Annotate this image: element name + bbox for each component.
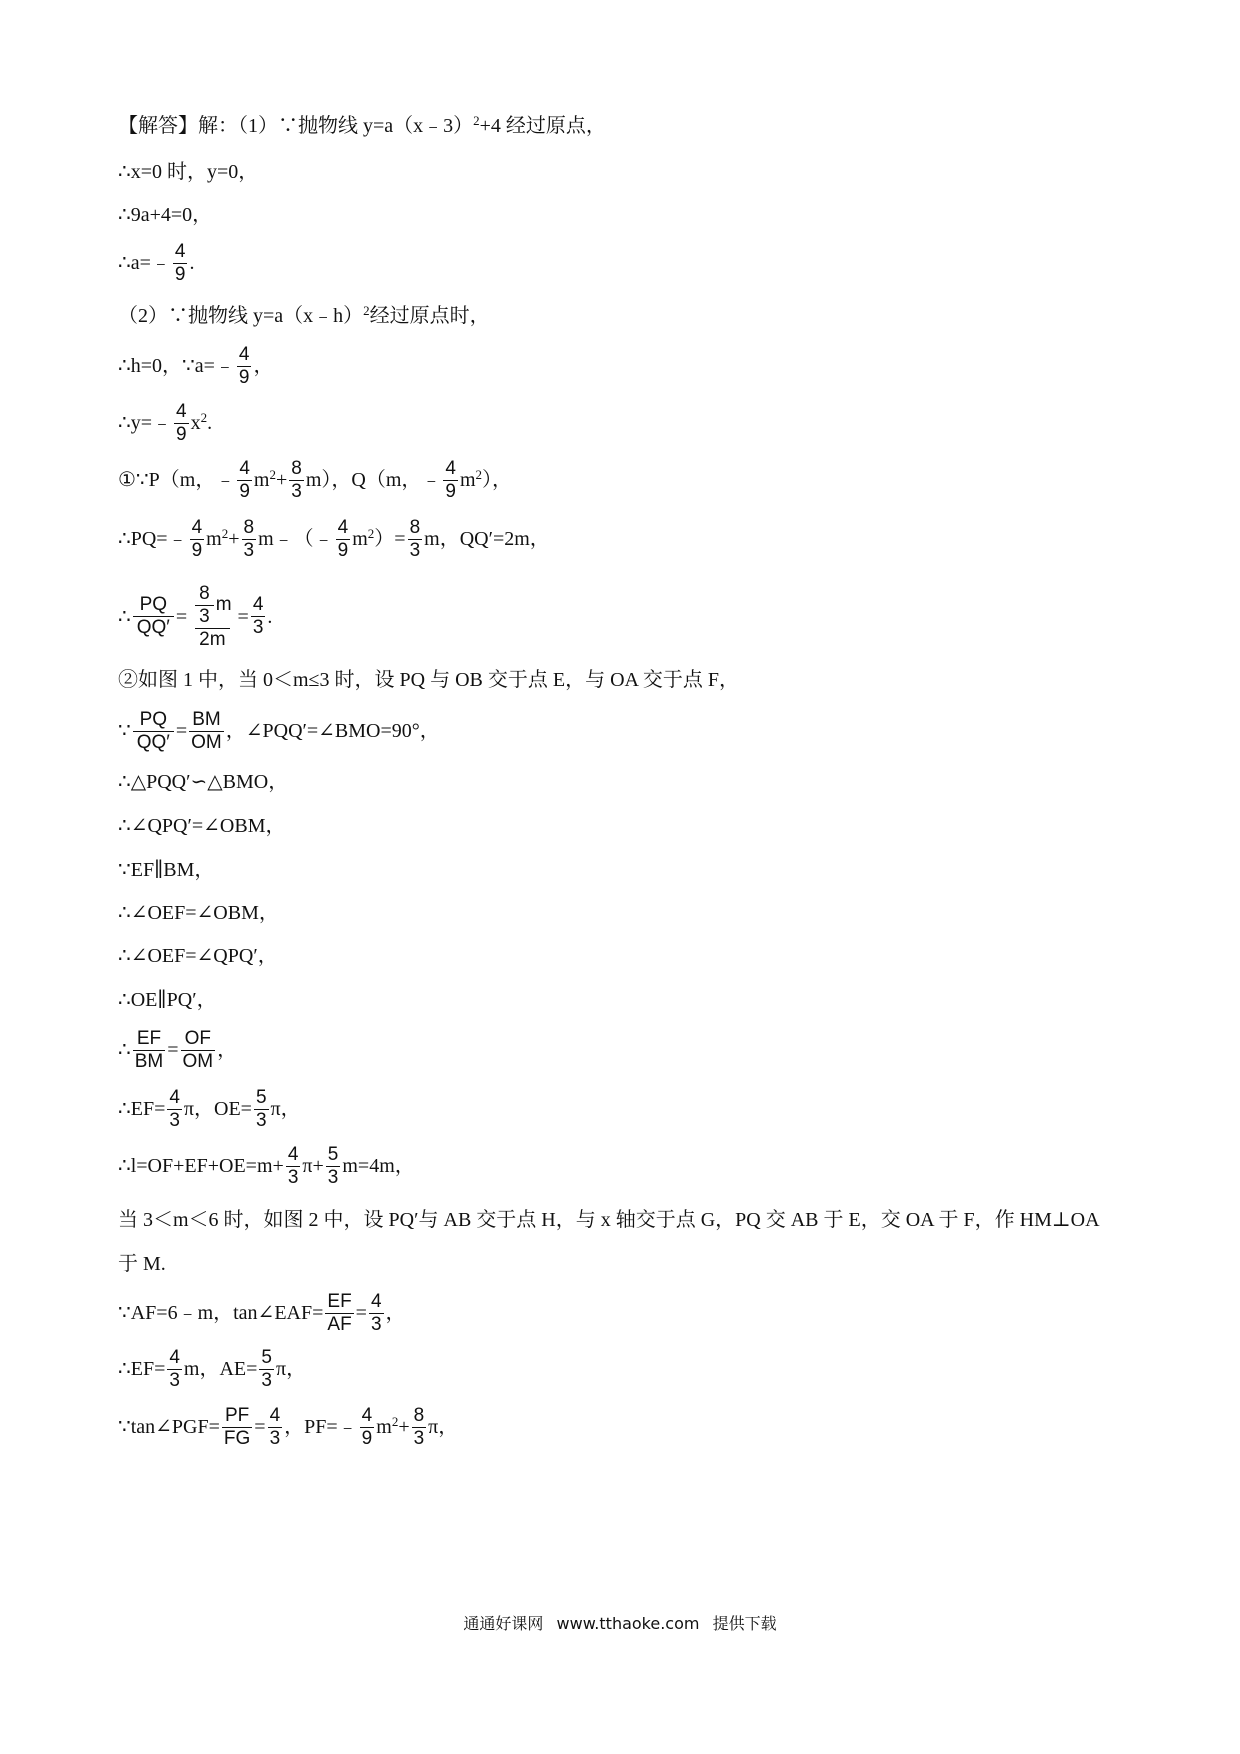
denominator: 3 xyxy=(327,1166,339,1188)
denominator: QQ′ xyxy=(133,616,174,638)
text: ②如图 1 中，当 0＜m≤3 时，设 PQ 与 OB 交于点 E，与 OA 交于点 F， xyxy=(118,669,740,691)
footer-site-name: 通通好课网 xyxy=(463,1614,544,1633)
text: ）， xyxy=(482,469,513,492)
fraction xyxy=(133,595,174,638)
text: = xyxy=(355,1302,367,1325)
text: = xyxy=(254,1416,266,1439)
solution-line-26 xyxy=(118,1406,458,1449)
text: = xyxy=(175,720,188,743)
fraction xyxy=(325,1292,353,1335)
text: m=4m， xyxy=(342,1155,415,1178)
solution-line-19 xyxy=(118,1029,237,1072)
solution-line-18 xyxy=(118,990,217,1010)
text: π， xyxy=(270,1098,301,1121)
superscript: 2 xyxy=(221,525,229,541)
solution-line-6 xyxy=(118,345,273,388)
numerator: 4 xyxy=(445,458,456,479)
text: + xyxy=(398,1416,410,1439)
fraction xyxy=(242,518,257,561)
text: = xyxy=(167,1039,179,1062)
fraction xyxy=(286,1145,301,1188)
numerator: 5 xyxy=(261,1347,272,1368)
fraction xyxy=(408,518,423,561)
text: ∵ xyxy=(118,720,131,743)
denominator: 3 xyxy=(370,1313,382,1335)
text: ∵EF∥BM， xyxy=(118,859,215,881)
solution-line-3 xyxy=(118,205,212,225)
page-footer xyxy=(0,1611,1240,1634)
denominator: 3 xyxy=(287,1166,299,1188)
solution-line-16 xyxy=(118,903,279,923)
denominator: 3 xyxy=(169,1369,180,1391)
solution-line-14 xyxy=(118,816,285,836)
text: ∴EF= xyxy=(118,1098,166,1121)
solution-line-11 xyxy=(118,670,739,690)
text: ）= xyxy=(374,528,406,551)
text: + xyxy=(275,469,288,492)
numerator: BM xyxy=(192,709,221,730)
fraction xyxy=(237,459,252,502)
fraction xyxy=(181,1029,216,1072)
fraction xyxy=(174,402,189,445)
text: π， xyxy=(428,1416,459,1439)
fraction xyxy=(133,1029,166,1072)
numerator: 4 xyxy=(370,1291,382,1312)
text: ∴h=0，∵a=﹣ xyxy=(118,355,235,378)
text: m），Q（m，﹣ xyxy=(305,469,442,492)
text: m，QQ′=2m， xyxy=(424,528,550,551)
text: ，PF=﹣ xyxy=(284,1416,358,1439)
solution-line-1 xyxy=(118,112,606,137)
numerator: PQ xyxy=(139,709,168,730)
numerator: 5 xyxy=(327,1144,339,1165)
solution-line-23 xyxy=(118,1254,166,1274)
denominator: 3 xyxy=(261,1369,272,1391)
text: +4 经过原点， xyxy=(479,115,606,137)
numerator: EF xyxy=(327,1291,352,1312)
text: ， xyxy=(385,1302,406,1325)
fraction xyxy=(189,710,224,753)
denominator: OM xyxy=(191,731,222,753)
denominator: 3 xyxy=(195,605,214,627)
text: m，AE= xyxy=(183,1358,258,1381)
text: x xyxy=(190,412,201,435)
numerator: 4 xyxy=(361,1405,373,1426)
text: ∴PQ=﹣ xyxy=(118,528,188,551)
superscript: 2 xyxy=(473,112,480,128)
fraction xyxy=(195,584,214,627)
fraction xyxy=(254,1088,269,1131)
denominator: FG xyxy=(223,1427,251,1449)
denominator: 3 xyxy=(409,539,421,561)
numerator: 4 xyxy=(174,241,186,262)
nested-fraction xyxy=(189,584,235,650)
numerator: 4 xyxy=(169,1347,180,1368)
solution-line-2 xyxy=(118,162,258,182)
text: m xyxy=(206,528,222,551)
text: m xyxy=(215,594,232,616)
denominator: AF xyxy=(327,1313,352,1335)
text: ∴△PQQ′∽△BMO， xyxy=(118,771,289,793)
solution-line-7 xyxy=(118,402,212,445)
text: π，OE= xyxy=(183,1098,252,1121)
fraction xyxy=(173,242,188,285)
text: m xyxy=(352,528,368,551)
fraction xyxy=(222,1406,252,1449)
footer-url[interactable]: www.tthaoke.com xyxy=(556,1614,700,1633)
numerator: 8 xyxy=(199,583,210,604)
numerator: 4 xyxy=(269,1405,281,1426)
fraction xyxy=(336,518,351,561)
denominator: 3 xyxy=(252,617,264,639)
text: m﹣（﹣ xyxy=(258,528,334,551)
fraction xyxy=(133,710,174,753)
text: ①∵P（m，﹣ xyxy=(118,469,236,492)
solution-line-13 xyxy=(118,772,288,792)
denominator: 9 xyxy=(361,1427,373,1449)
text: + xyxy=(228,528,240,551)
solution-line-22 xyxy=(118,1210,1100,1230)
denominator: OM xyxy=(182,1050,214,1072)
numerator: 4 xyxy=(191,517,203,538)
text: ，∠PQQ′=∠BMO=90°， xyxy=(225,720,440,743)
fraction xyxy=(412,1406,427,1449)
text: m xyxy=(253,469,270,492)
denominator: 9 xyxy=(239,480,250,502)
numerator: PF xyxy=(224,1405,250,1426)
denominator: 9 xyxy=(337,539,349,561)
text: ∴∠QPQ′=∠OBM， xyxy=(118,815,286,837)
solution-line-10 xyxy=(118,584,272,650)
numerator: 8 xyxy=(413,1405,425,1426)
text: = xyxy=(175,605,188,628)
solution-line-12 xyxy=(118,710,440,753)
text: ∴EF= xyxy=(118,1358,166,1381)
fraction xyxy=(251,595,266,638)
denominator: 9 xyxy=(191,539,203,561)
fraction xyxy=(360,1406,375,1449)
fraction xyxy=(259,1348,274,1391)
text: 经过原点时， xyxy=(369,305,490,327)
solution-line-4 xyxy=(118,242,194,285)
superscript: 2 xyxy=(269,466,276,482)
fraction xyxy=(326,1145,341,1188)
fraction xyxy=(268,1406,283,1449)
superscript: 2 xyxy=(475,466,483,482)
text: 当 3＜m＜6 时，如图 2 中，设 PQ′与 AB 交于点 H，与 x 轴交于点 G，PQ 交 AB 于 E，交 OA 于 F，作 HM⊥OA xyxy=(118,1209,1100,1231)
solution-line-21 xyxy=(118,1145,415,1188)
denominator: 3 xyxy=(169,1109,180,1131)
text: 于 M. xyxy=(118,1253,166,1275)
fraction xyxy=(443,459,458,502)
footer-suffix: 提供下载 xyxy=(712,1614,777,1633)
numerator: 4 xyxy=(176,401,187,422)
numerator: EF xyxy=(136,1028,162,1049)
solution-line-5 xyxy=(118,302,490,327)
fraction xyxy=(167,1348,182,1391)
denominator: QQ′ xyxy=(133,731,174,753)
text: ∴9a+4=0， xyxy=(118,204,213,226)
numerator: OF xyxy=(184,1028,212,1049)
text: m xyxy=(459,469,476,492)
solution-line-17 xyxy=(118,946,278,966)
text: ， xyxy=(217,1039,238,1062)
denominator: 9 xyxy=(238,366,250,388)
text: ∴y=﹣ xyxy=(118,412,173,435)
fraction xyxy=(237,345,252,388)
text: ∵tan∠PGF= xyxy=(118,1416,220,1439)
numerator: 8 xyxy=(243,517,255,538)
text: ， xyxy=(253,355,274,378)
numerator: 8 xyxy=(291,458,302,479)
text: ∴l=OF+EF+OE=m+ xyxy=(118,1155,284,1178)
fraction xyxy=(167,1088,182,1131)
solution-line-20 xyxy=(118,1088,301,1131)
fraction xyxy=(289,459,304,502)
numerator: 4 xyxy=(239,458,250,479)
numerator: 4 xyxy=(337,517,349,538)
text: m xyxy=(376,1416,392,1439)
solution-line-15 xyxy=(118,860,214,880)
denominator: 3 xyxy=(413,1427,425,1449)
solution-line-25 xyxy=(118,1348,306,1391)
numerator: 4 xyxy=(238,344,250,365)
nested-numerator xyxy=(189,584,235,628)
numerator: 4 xyxy=(252,594,264,616)
text: π， xyxy=(276,1358,307,1381)
text: ∴ xyxy=(118,605,131,628)
text: . xyxy=(267,605,273,628)
text: ∴ xyxy=(118,1039,131,1062)
superscript: 2 xyxy=(200,409,208,425)
numerator: PQ xyxy=(139,594,168,616)
denominator: 2m xyxy=(195,628,229,650)
denominator: 3 xyxy=(269,1427,281,1449)
text: . xyxy=(207,412,213,435)
superscript: 2 xyxy=(391,1413,399,1429)
superscript: 2 xyxy=(367,525,375,541)
denominator: 3 xyxy=(291,480,302,502)
text: ∵AF=6﹣m，tan∠EAF= xyxy=(118,1302,324,1325)
numerator: 8 xyxy=(409,517,421,538)
text: ∴∠OEF=∠QPQ′， xyxy=(118,945,278,967)
text: = xyxy=(237,605,249,628)
text: ∴x=0 时，y=0， xyxy=(118,161,259,183)
text: 【解答】解：（1）∵抛物线 y=a（x﹣3） xyxy=(118,115,474,137)
text: （2）∵抛物线 y=a（x﹣h） xyxy=(118,305,364,327)
text: ∴a=﹣ xyxy=(118,252,171,275)
text: ∴OE∥PQ′， xyxy=(118,989,217,1011)
text: . xyxy=(189,252,195,275)
superscript: 2 xyxy=(363,302,370,318)
denominator: 3 xyxy=(255,1109,267,1131)
denominator: BM xyxy=(134,1050,164,1072)
denominator: 9 xyxy=(176,423,187,445)
numerator: 5 xyxy=(255,1087,267,1108)
denominator: 9 xyxy=(445,480,456,502)
text: ∴∠OEF=∠OBM， xyxy=(118,902,279,924)
solution-line-8 xyxy=(118,459,512,502)
fraction xyxy=(369,1292,384,1335)
text: π+ xyxy=(302,1155,324,1178)
denominator: 3 xyxy=(243,539,255,561)
numerator: 4 xyxy=(169,1087,180,1108)
denominator: 9 xyxy=(174,263,186,285)
fraction xyxy=(190,518,205,561)
solution-line-24 xyxy=(118,1292,406,1335)
numerator: 4 xyxy=(287,1144,299,1165)
solution-line-9 xyxy=(118,518,550,561)
